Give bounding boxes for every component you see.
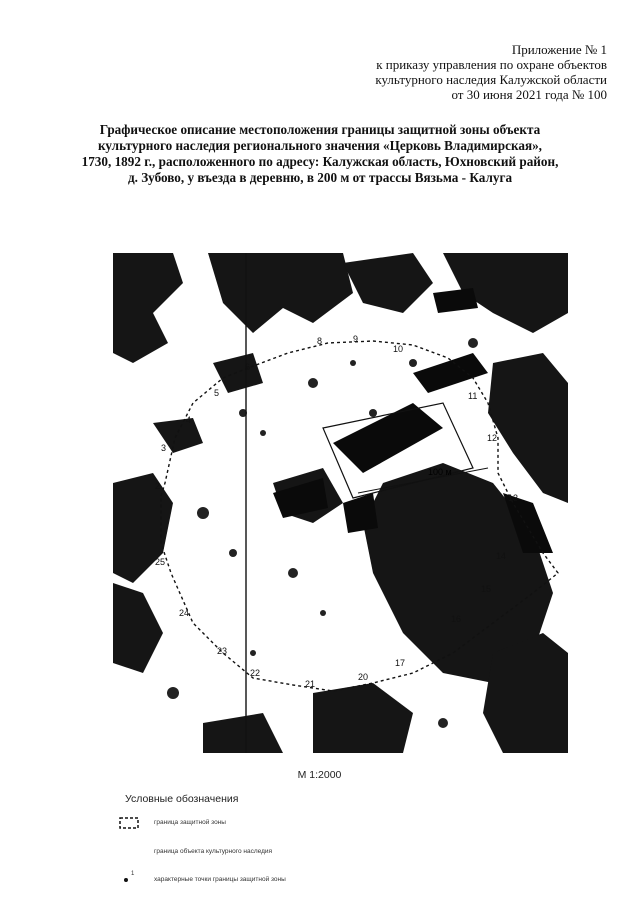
point-label: 8 <box>317 336 323 346</box>
point-label: 10 <box>393 344 404 354</box>
title-line: 1730, 1892 г., расположенного по адресу: Калужская область, Юхновский район, <box>81 154 559 169</box>
appendix-header <box>375 42 607 102</box>
title-line: Графическое описание местоположения границы защитной зоны объекта <box>99 122 541 137</box>
distance-label: 100 м <box>428 467 452 477</box>
point-label: 14 <box>496 551 507 561</box>
point-label: 4 <box>186 415 192 425</box>
legend-label: граница объекта культурного наследия <box>154 848 273 855</box>
point-label: 17 <box>395 658 406 668</box>
point-label: 12 <box>487 433 498 443</box>
title-line: д. Зубово, у въезда в деревню, в 200 м от трассы Вязьма - Калуга <box>127 170 513 185</box>
title-line: культурного наследия регионального значения «Церковь Владимирская», <box>98 138 542 153</box>
appendix-line: культурного наследия Калужской области <box>375 72 607 87</box>
aerial-map <box>113 253 568 753</box>
point-label: 25 <box>155 557 166 567</box>
point-label: 23 <box>217 646 228 656</box>
legend-label: граница защитной зоны <box>154 819 226 826</box>
vegetation-mass <box>113 253 568 753</box>
appendix-line: от 30 июня 2021 года № 100 <box>451 87 607 102</box>
dashed-boundary-icon <box>118 816 142 830</box>
legend-label: характерные точки границы защитной зоны <box>154 876 286 883</box>
point-label: 22 <box>250 668 261 678</box>
point-label: 20 <box>358 672 369 682</box>
point-label: 2 <box>155 481 161 491</box>
point-label: 9 <box>353 334 359 344</box>
appendix-line: к приказу управления по охране объектов <box>376 57 607 72</box>
appendix-line: Приложение № 1 <box>511 42 607 57</box>
point-label: 15 <box>481 584 492 594</box>
point-label: 11 <box>468 391 478 401</box>
solid-boundary-icon <box>118 847 142 857</box>
document-title <box>60 122 580 186</box>
map-image <box>113 253 568 753</box>
point-label: 21 <box>305 679 316 689</box>
point-label: 5 <box>214 388 220 398</box>
point-label: 16 <box>451 614 462 624</box>
legend-item-object-boundary <box>118 847 418 859</box>
point-label: 6 <box>245 362 251 372</box>
legend-point-marker: 1 <box>131 871 135 877</box>
legend-item-zone-boundary <box>118 816 418 832</box>
boundary-point-icon <box>118 871 142 885</box>
map-scale: М 1:2000 <box>297 769 342 781</box>
legend-item-boundary-points <box>118 871 418 885</box>
legend-title: Условные обозначения <box>125 793 239 805</box>
point-label: 3 <box>161 443 167 453</box>
point-label: 24 <box>179 608 190 618</box>
point-label: 13 <box>508 493 519 503</box>
